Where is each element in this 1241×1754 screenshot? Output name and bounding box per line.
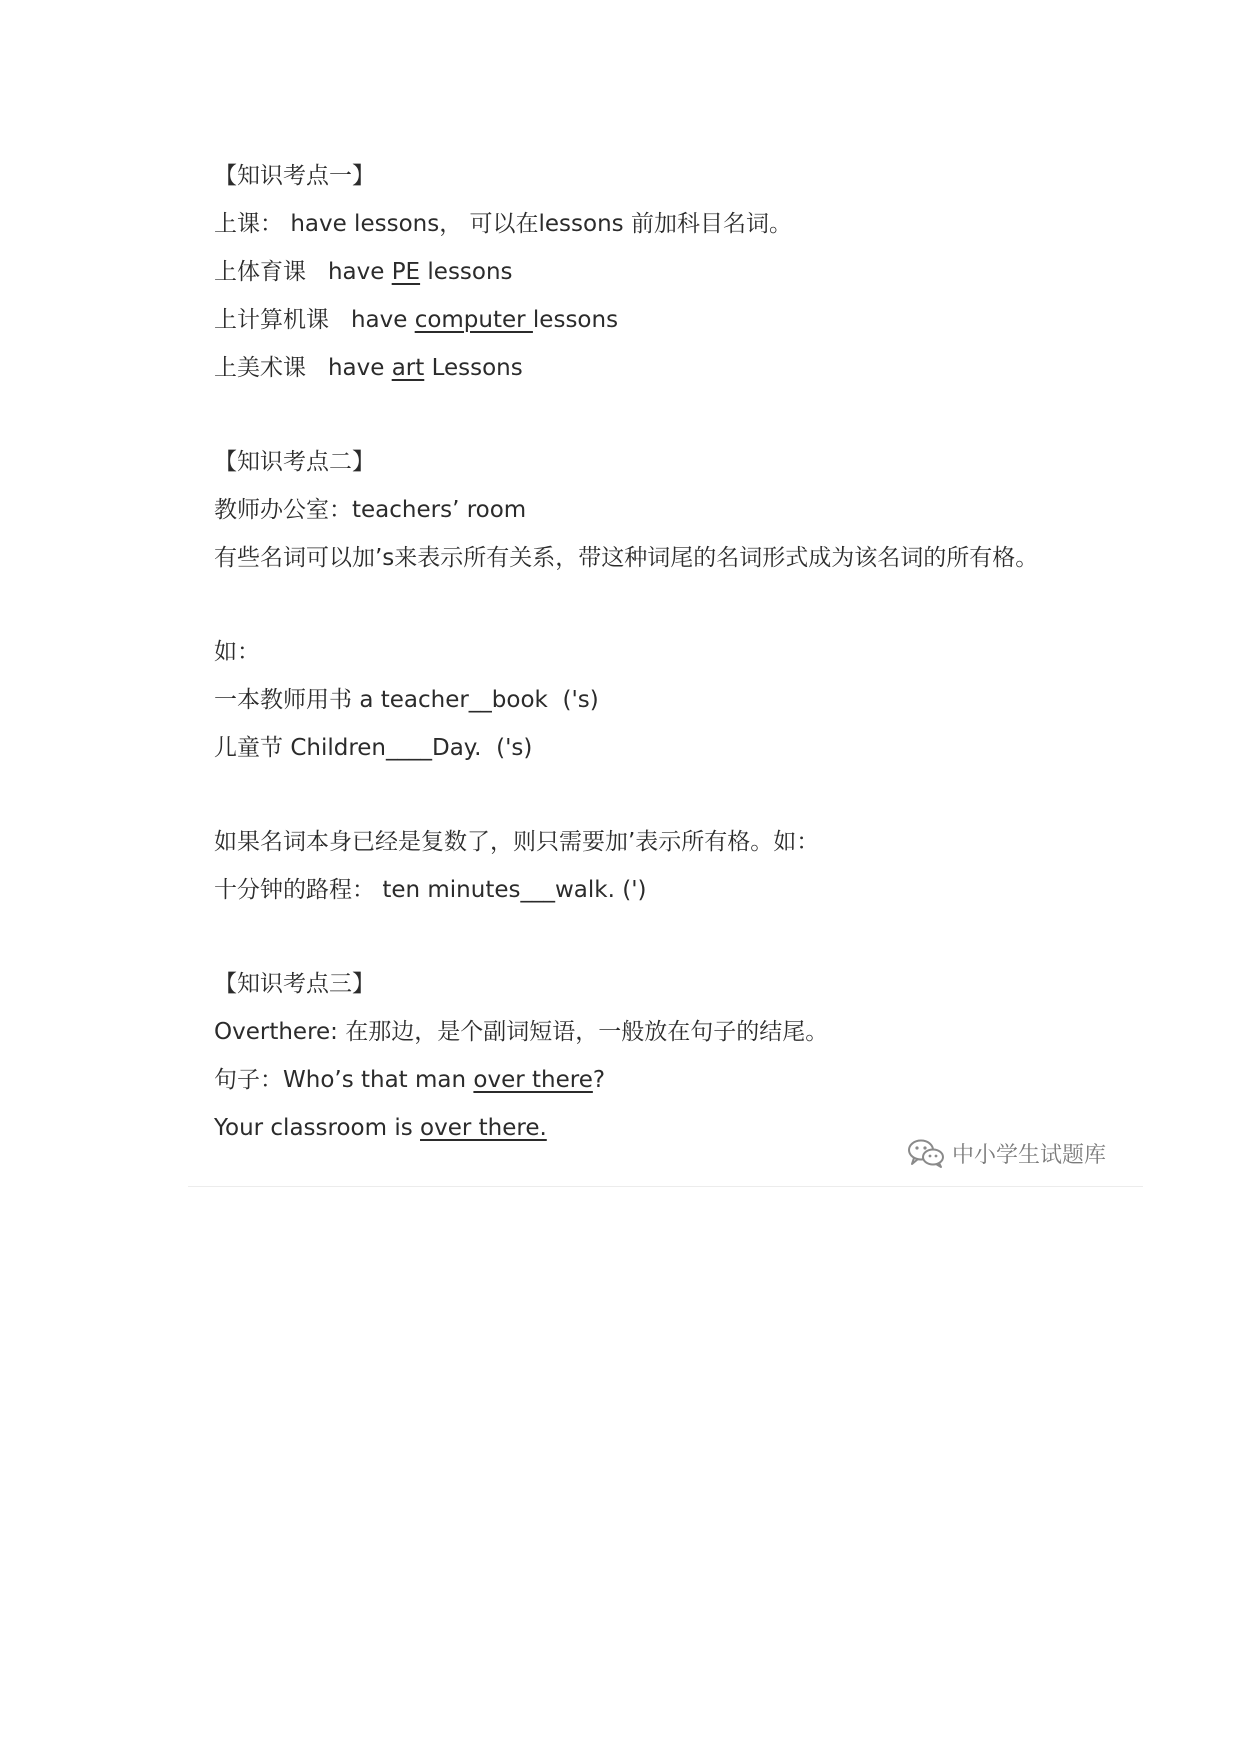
example-post: Lessons — [424, 355, 523, 381]
sentence-pre: Your classroom is — [214, 1115, 421, 1141]
section2-office: 教师办公室：teachers’ room — [214, 497, 527, 523]
example-en: ten minutes___walk. — [382, 877, 615, 903]
example-pre: have — [350, 307, 415, 333]
example-cn: 十分钟的路程： — [214, 877, 375, 903]
sentence-underlined: over there. — [420, 1115, 547, 1141]
sentence-underlined: over there — [473, 1067, 593, 1093]
example-pre: have — [327, 355, 392, 381]
example-subject: computer — [414, 307, 533, 333]
overthere-definition — [214, 1008, 1114, 1056]
spacer — [214, 772, 1114, 818]
example-cn: 上体育课 — [214, 259, 306, 285]
example-art — [214, 344, 1114, 392]
example-en: a teacher__book — [359, 687, 548, 713]
example-en: Children____Day. — [290, 735, 482, 761]
section2-heading: 【知识考点二】 — [214, 449, 375, 475]
example-post: lessons — [532, 307, 619, 333]
example-pre: have — [327, 259, 392, 285]
sentence-who — [214, 1056, 1114, 1104]
sentence-pre: Who’s that man — [283, 1067, 474, 1093]
section3-heading: 【知识考点三】 — [214, 971, 375, 997]
example-answer: (') — [622, 877, 647, 903]
definition-term: Overthere: — [214, 1019, 338, 1045]
document-body — [214, 152, 1114, 1152]
section1-intro — [214, 200, 1114, 248]
intro-rest: 可以在lessons 前加科目名词。 — [469, 211, 792, 237]
example-computer — [214, 296, 1114, 344]
example-answer: ('s) — [496, 735, 533, 761]
example-cn: 上美术课 — [214, 355, 306, 381]
intro-label: 上课： — [214, 211, 283, 237]
section2-example-label: 如： — [214, 639, 260, 665]
example-post: lessons — [420, 259, 513, 285]
plural-example — [214, 866, 1114, 914]
spacer — [214, 392, 1114, 438]
section1-heading: 【知识考点一】 — [214, 163, 375, 189]
example-subject: art — [391, 355, 425, 381]
spacer — [214, 582, 1114, 628]
example-cn: 儿童节 — [214, 735, 283, 761]
example-cn: 一本教师用书 — [214, 687, 352, 713]
possessive-example-teacher — [214, 676, 1114, 724]
intro-phrase: have lessons， — [290, 211, 463, 237]
plural-note: 如果名词本身已经是复数了，则只需要加’表示所有格。如： — [214, 829, 820, 855]
example-cn: 上计算机课 — [214, 307, 329, 333]
example-subject: PE — [391, 259, 421, 285]
example-answer: ('s) — [562, 687, 599, 713]
wechat-icon — [906, 1137, 946, 1169]
definition-meaning: 在那边，是个副词短语，一般放在句子的结尾。 — [345, 1019, 829, 1045]
example-pe — [214, 248, 1114, 296]
watermark — [906, 1133, 1106, 1173]
section2-explanation: 有些名词可以加’s来表示所有关系，带这种词尾的名词形式成为该名词的所有格。 — [214, 545, 1039, 571]
possessive-example-children — [214, 724, 1114, 772]
sentence-label: 句子： — [214, 1067, 283, 1093]
content-divider — [188, 1186, 1143, 1187]
sentence-post: ? — [592, 1067, 606, 1093]
spacer — [214, 914, 1114, 960]
watermark-text: 中小学生试题库 — [952, 1142, 1107, 1168]
